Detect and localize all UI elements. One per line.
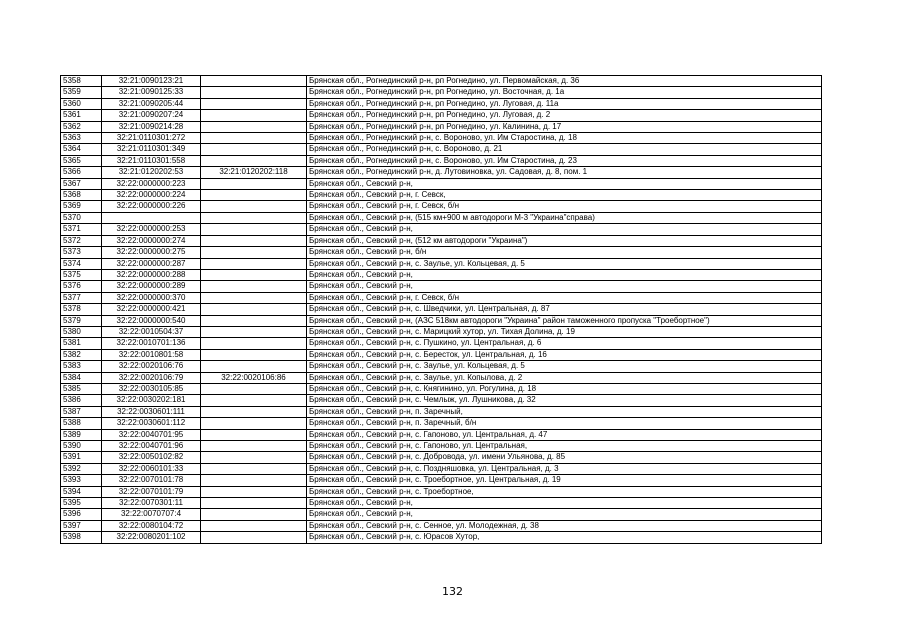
row-number-cell: 5374 — [61, 258, 102, 269]
address-cell: Брянская обл., Севский р-н, — [307, 269, 822, 280]
address-cell: Брянская обл., Севский р-н, с. Сенное, ул. Молодежная, д. 38 — [307, 520, 822, 531]
secondary-cadastral-cell — [201, 406, 307, 417]
row-number-cell: 5388 — [61, 418, 102, 429]
cadastral-number-cell: 32:21:0090214:28 — [102, 121, 201, 132]
table-row — [61, 326, 822, 337]
address-cell: Брянская обл., Севский р-н, (512 км автодороги "Украина") — [307, 235, 822, 246]
cadastral-number-cell: 32:22:0030202:181 — [102, 395, 201, 406]
secondary-cadastral-cell — [201, 532, 307, 543]
secondary-cadastral-cell — [201, 338, 307, 349]
table-row — [61, 372, 822, 383]
row-number-cell: 5362 — [61, 121, 102, 132]
address-cell: Брянская обл., Севский р-н, г. Севск, б/н — [307, 201, 822, 212]
table-row — [61, 144, 822, 155]
registry-table-body — [61, 76, 822, 544]
address-cell: Брянская обл., Севский р-н, г. Севск, б/н — [307, 292, 822, 303]
address-cell: Брянская обл., Севский р-н, — [307, 498, 822, 509]
row-number-cell: 5364 — [61, 144, 102, 155]
row-number-cell: 5366 — [61, 167, 102, 178]
secondary-cadastral-cell — [201, 349, 307, 360]
row-number-cell: 5387 — [61, 406, 102, 417]
address-cell: Брянская обл., Севский р-н, с. Марицкий хутор, ул. Тихая Долина, д. 19 — [307, 326, 822, 337]
secondary-cadastral-cell — [201, 258, 307, 269]
secondary-cadastral-cell — [201, 87, 307, 98]
row-number-cell: 5372 — [61, 235, 102, 246]
secondary-cadastral-cell — [201, 486, 307, 497]
row-number-cell: 5363 — [61, 133, 102, 144]
address-cell: Брянская обл., Рогнединский р-н, рп Рогнедино, ул. Восточная, д. 1а — [307, 87, 822, 98]
secondary-cadastral-cell — [201, 133, 307, 144]
address-cell: Брянская обл., Севский р-н, б/н — [307, 247, 822, 258]
row-number-cell: 5370 — [61, 212, 102, 223]
cadastral-number-cell: 32:22:0080104:72 — [102, 520, 201, 531]
table-row — [61, 178, 822, 189]
address-cell: Брянская обл., Рогнединский р-н, рп Рогнедино, ул. Первомайская, д. 36 — [307, 76, 822, 87]
table-row — [61, 155, 822, 166]
secondary-cadastral-cell — [201, 98, 307, 109]
cadastral-number-cell: 32:22:0030105:85 — [102, 383, 201, 394]
row-number-cell: 5358 — [61, 76, 102, 87]
cadastral-number-cell: 32:22:0070101:79 — [102, 486, 201, 497]
table-row — [61, 452, 822, 463]
address-cell: Брянская обл., Рогнединский р-н, с. Вороново, ул. Им Старостина, д. 23 — [307, 155, 822, 166]
secondary-cadastral-cell — [201, 235, 307, 246]
row-number-cell: 5379 — [61, 315, 102, 326]
cadastral-number-cell: 32:22:0040701:95 — [102, 429, 201, 440]
secondary-cadastral-cell — [201, 292, 307, 303]
secondary-cadastral-cell — [201, 452, 307, 463]
address-cell: Брянская обл., Рогнединский р-н, рп Рогнедино, ул. Калинина, д. 17 — [307, 121, 822, 132]
row-number-cell: 5377 — [61, 292, 102, 303]
row-number-cell: 5392 — [61, 463, 102, 474]
row-number-cell: 5395 — [61, 498, 102, 509]
table-row — [61, 121, 822, 132]
address-cell: Брянская обл., Севский р-н, с. Гапоново, ул. Центральная, д. 47 — [307, 429, 822, 440]
table-row — [61, 269, 822, 280]
table-row — [61, 509, 822, 520]
secondary-cadastral-cell — [201, 190, 307, 201]
cadastral-number-cell: 32:21:0090205:44 — [102, 98, 201, 109]
table-row — [61, 258, 822, 269]
secondary-cadastral-cell — [201, 498, 307, 509]
table-row — [61, 418, 822, 429]
page-number: 132 — [442, 585, 463, 598]
cadastral-number-cell: 32:22:0000000:370 — [102, 292, 201, 303]
cadastral-number-cell: 32:22:0000000:287 — [102, 258, 201, 269]
table-row — [61, 133, 822, 144]
row-number-cell: 5382 — [61, 349, 102, 360]
secondary-cadastral-cell — [201, 212, 307, 223]
table-row — [61, 87, 822, 98]
row-number-cell: 5378 — [61, 304, 102, 315]
cadastral-number-cell: 32:22:0000000:288 — [102, 269, 201, 280]
address-cell: Брянская обл., Севский р-н, с. Пушкино, ул. Центральная, д. 6 — [307, 338, 822, 349]
cadastral-number-cell: 32:22:0030601:112 — [102, 418, 201, 429]
row-number-cell: 5391 — [61, 452, 102, 463]
secondary-cadastral-cell: 32:22:0020106:86 — [201, 372, 307, 383]
cadastral-number-cell: 32:22:0070707:4 — [102, 509, 201, 520]
row-number-cell: 5394 — [61, 486, 102, 497]
table-row — [61, 395, 822, 406]
secondary-cadastral-cell — [201, 76, 307, 87]
cadastral-number-cell: 32:22:0000000:540 — [102, 315, 201, 326]
address-cell: Брянская обл., Севский р-н, — [307, 281, 822, 292]
table-row — [61, 361, 822, 372]
table-row — [61, 532, 822, 543]
row-number-cell: 5368 — [61, 190, 102, 201]
table-row — [61, 235, 822, 246]
address-cell: Брянская обл., Севский р-н, с. Добровода, ул. имени Ульянова, д. 85 — [307, 452, 822, 463]
cadastral-number-cell: 32:22:0040701:96 — [102, 441, 201, 452]
table-row — [61, 281, 822, 292]
row-number-cell: 5376 — [61, 281, 102, 292]
secondary-cadastral-cell: 32:21:0120202:118 — [201, 167, 307, 178]
address-cell: Брянская обл., Рогнединский р-н, рп Рогнедино, ул. Луговая, д. 2 — [307, 110, 822, 121]
secondary-cadastral-cell — [201, 247, 307, 258]
secondary-cadastral-cell — [201, 144, 307, 155]
address-cell: Брянская обл., Севский р-н, — [307, 178, 822, 189]
row-number-cell: 5389 — [61, 429, 102, 440]
cadastral-number-cell: 32:22:0010701:136 — [102, 338, 201, 349]
row-number-cell: 5360 — [61, 98, 102, 109]
address-cell: Брянская обл., Севский р-н, с. Бересток, ул. Центральная, д. 16 — [307, 349, 822, 360]
address-cell: Брянская обл., Севский р-н, с. Шведчики, ул. Центральная, д. 87 — [307, 304, 822, 315]
registry-table — [60, 75, 822, 544]
cadastral-number-cell: 32:21:0110301:349 — [102, 144, 201, 155]
secondary-cadastral-cell — [201, 121, 307, 132]
secondary-cadastral-cell — [201, 178, 307, 189]
row-number-cell: 5359 — [61, 87, 102, 98]
address-cell: Брянская обл., Севский р-н, с. Чемлыж, ул. Лушникова, д. 32 — [307, 395, 822, 406]
address-cell: Брянская обл., Севский р-н, с. Юрасов Хутор, — [307, 532, 822, 543]
table-row — [61, 338, 822, 349]
secondary-cadastral-cell — [201, 383, 307, 394]
row-number-cell: 5365 — [61, 155, 102, 166]
cadastral-number-cell: 32:22:0070301:11 — [102, 498, 201, 509]
cadastral-number-cell: 32:22:0000000:226 — [102, 201, 201, 212]
cadastral-number-cell: 32:22:0000000:274 — [102, 235, 201, 246]
secondary-cadastral-cell — [201, 304, 307, 315]
cadastral-number-cell: 32:22:0020106:79 — [102, 372, 201, 383]
row-number-cell: 5390 — [61, 441, 102, 452]
address-cell: Брянская обл., Севский р-н, с. Поздняшовка, ул. Центральная, д. 3 — [307, 463, 822, 474]
row-number-cell: 5361 — [61, 110, 102, 121]
cadastral-number-cell: 32:21:0110301:272 — [102, 133, 201, 144]
table-row — [61, 98, 822, 109]
cadastral-number-cell: 32:22:0000000:289 — [102, 281, 201, 292]
row-number-cell: 5396 — [61, 509, 102, 520]
row-number-cell: 5373 — [61, 247, 102, 258]
cadastral-number-cell: 32:21:0090207:24 — [102, 110, 201, 121]
cadastral-number-cell: 32:22:0050102:82 — [102, 452, 201, 463]
cadastral-number-cell: 32:21:0110301:558 — [102, 155, 201, 166]
address-cell: Брянская обл., Севский р-н, с. Троебортное, — [307, 486, 822, 497]
row-number-cell: 5383 — [61, 361, 102, 372]
address-cell: Брянская обл., Севский р-н, (515 км+900 м автодороги М-3 "Украина"справа) — [307, 212, 822, 223]
secondary-cadastral-cell — [201, 475, 307, 486]
table-row — [61, 349, 822, 360]
address-cell: Брянская обл., Севский р-н, с. Гапоново, ул. Центральная, — [307, 441, 822, 452]
secondary-cadastral-cell — [201, 326, 307, 337]
row-number-cell: 5398 — [61, 532, 102, 543]
row-number-cell: 5375 — [61, 269, 102, 280]
secondary-cadastral-cell — [201, 224, 307, 235]
cadastral-number-cell: 32:22:0060101:33 — [102, 463, 201, 474]
secondary-cadastral-cell — [201, 281, 307, 292]
address-cell: Брянская обл., Севский р-н, с. Заулье, ул. Кольцевая, д. 5 — [307, 361, 822, 372]
table-row — [61, 486, 822, 497]
table-row — [61, 406, 822, 417]
table-row — [61, 247, 822, 258]
secondary-cadastral-cell — [201, 110, 307, 121]
address-cell: Брянская обл., Севский р-н, — [307, 509, 822, 520]
cadastral-number-cell: 32:22:0000000:253 — [102, 224, 201, 235]
cadastral-number-cell: 32:22:0080201:102 — [102, 532, 201, 543]
table-row — [61, 212, 822, 223]
table-row — [61, 304, 822, 315]
row-number-cell: 5393 — [61, 475, 102, 486]
cadastral-number-cell — [102, 212, 201, 223]
row-number-cell: 5384 — [61, 372, 102, 383]
secondary-cadastral-cell — [201, 269, 307, 280]
table-row — [61, 475, 822, 486]
secondary-cadastral-cell — [201, 520, 307, 531]
cadastral-number-cell: 32:22:0010801:58 — [102, 349, 201, 360]
table-row — [61, 292, 822, 303]
table-row — [61, 201, 822, 212]
address-cell: Брянская обл., Севский р-н, с. Заулье, ул. Кольцевая, д. 5 — [307, 258, 822, 269]
cadastral-number-cell: 32:22:0030601:111 — [102, 406, 201, 417]
address-cell: Брянская обл., Рогнединский р-н, с. Вороново, д. 21 — [307, 144, 822, 155]
table-row — [61, 429, 822, 440]
address-cell: Брянская обл., Севский р-н, п. Заречный, — [307, 406, 822, 417]
cadastral-number-cell: 32:22:0070101:78 — [102, 475, 201, 486]
table-row — [61, 520, 822, 531]
address-cell: Брянская обл., Севский р-н, — [307, 224, 822, 235]
table-row — [61, 190, 822, 201]
cadastral-number-cell: 32:22:0010504:37 — [102, 326, 201, 337]
row-number-cell: 5386 — [61, 395, 102, 406]
address-cell: Брянская обл., Рогнединский р-н, с. Вороново, ул. Им Старостина, д. 18 — [307, 133, 822, 144]
table-row — [61, 76, 822, 87]
row-number-cell: 5371 — [61, 224, 102, 235]
address-cell: Брянская обл., Севский р-н, п. Заречный, б/н — [307, 418, 822, 429]
table-row — [61, 315, 822, 326]
address-cell: Брянская обл., Севский р-н, с. Троебортное, ул. Центральная, д. 19 — [307, 475, 822, 486]
cadastral-number-cell: 32:22:0000000:275 — [102, 247, 201, 258]
address-cell: Брянская обл., Севский р-н, с. Заулье, ул. Копылова, д. 2 — [307, 372, 822, 383]
cadastral-number-cell: 32:22:0020106:76 — [102, 361, 201, 372]
secondary-cadastral-cell — [201, 463, 307, 474]
secondary-cadastral-cell — [201, 509, 307, 520]
secondary-cadastral-cell — [201, 155, 307, 166]
address-cell: Брянская обл., Севский р-н, (АЗС 518км автодороги "Украина" район таможенного пропуска "Троебортное") — [307, 315, 822, 326]
table-row — [61, 167, 822, 178]
cadastral-number-cell: 32:22:0000000:223 — [102, 178, 201, 189]
table-row — [61, 463, 822, 474]
secondary-cadastral-cell — [201, 315, 307, 326]
address-cell: Брянская обл., Рогнединский р-н, рп Рогнедино, ул. Луговая, д. 11а — [307, 98, 822, 109]
address-cell: Брянская обл., Севский р-н, с. Княгинино, ул. Рогулина, д. 18 — [307, 383, 822, 394]
cadastral-number-cell: 32:21:0090123:21 — [102, 76, 201, 87]
secondary-cadastral-cell — [201, 429, 307, 440]
cadastral-number-cell: 32:21:0090125:33 — [102, 87, 201, 98]
row-number-cell: 5367 — [61, 178, 102, 189]
cadastral-number-cell: 32:21:0120202:53 — [102, 167, 201, 178]
secondary-cadastral-cell — [201, 418, 307, 429]
secondary-cadastral-cell — [201, 395, 307, 406]
cadastral-number-cell: 32:22:0000000:421 — [102, 304, 201, 315]
row-number-cell: 5397 — [61, 520, 102, 531]
table-row — [61, 110, 822, 121]
row-number-cell: 5385 — [61, 383, 102, 394]
row-number-cell: 5369 — [61, 201, 102, 212]
address-cell: Брянская обл., Рогнединский р-н, д. Лутовиновка, ул. Садовая, д. 8, пом. 1 — [307, 167, 822, 178]
table-row — [61, 498, 822, 509]
table-row — [61, 383, 822, 394]
cadastral-number-cell: 32:22:0000000:224 — [102, 190, 201, 201]
secondary-cadastral-cell — [201, 441, 307, 452]
row-number-cell: 5381 — [61, 338, 102, 349]
secondary-cadastral-cell — [201, 201, 307, 212]
address-cell: Брянская обл., Севский р-н, г. Севск, — [307, 190, 822, 201]
table-row — [61, 441, 822, 452]
row-number-cell: 5380 — [61, 326, 102, 337]
table-row — [61, 224, 822, 235]
secondary-cadastral-cell — [201, 361, 307, 372]
